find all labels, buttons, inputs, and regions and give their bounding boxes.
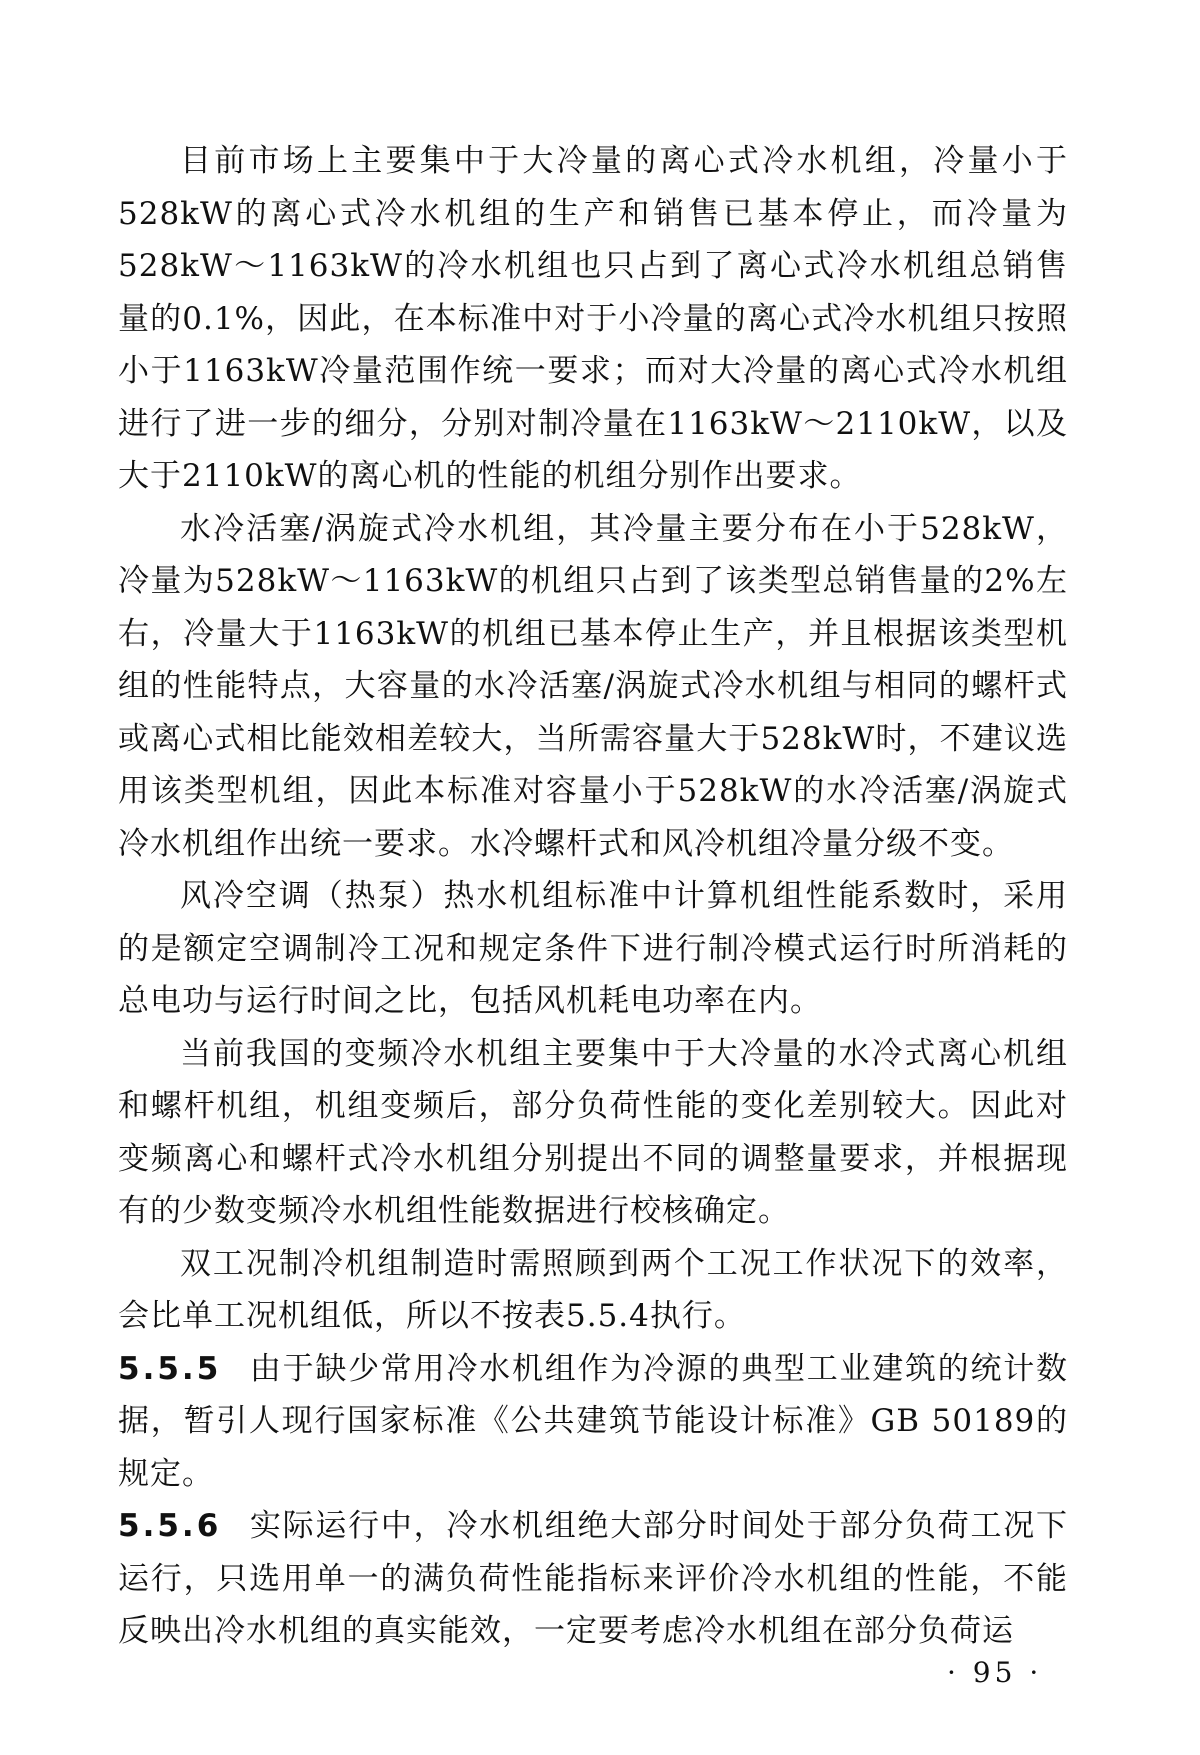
page-number: · 95 · [947,1656,1043,1689]
clause-number: 5.5.6 [118,1508,222,1544]
paragraph-variable-frequency-chillers: 当前我国的变频冷水机组主要集中于大冷量的水冷式离心机组和螺杆机组，机组变频后，部分负荷性能的变化差别较大。因此对变频离心和螺杆式冷水机组分别提出不同的调整量要求，并根据现有的少数变频冷水机组性能数据进行校核确定。 [118,1035,1068,1229]
clause-number: 5.5.5 [118,1350,222,1387]
body-text [118,135,1068,1658]
paragraph-centrifugal-chillers: 目前市场上主要集中于大冷量的离心式冷水机组，冷量小于528kW的离心式冷水机组的生产和销售已基本停止，而冷量为528kW～1163kW的冷水机组也只占到了离心式冷水机组总销售量的0.1%，因此，在本标准中对于小冷量的离心式冷水机组只按照小于1163kW冷量范围作统一要求；而对大冷量的离心式冷水机组进行了进一步的细分，分别对制冷量在1163kW～2110kW，以及大于2110kW的离心机的性能的机组分别作出要求。 [118,143,1068,494]
paragraph-air-cooled-heat-pump: 风冷空调（热泵）热水机组标准中计算机组性能系数时，采用的是额定空调制冷工况和规定条件下进行制冷模式运行时所消耗的总电功与运行时间之比，包括风机耗电功率在内。 [118,878,1068,1019]
paragraph-piston-scroll-chillers: 水冷活塞/涡旋式冷水机组，其冷量主要分布在小于528kW，冷量为528kW～1163kW的机组只占到了该类型总销售量的2%左右，冷量大于1163kW的机组已基本停止生产，并且根据该类型机组的性能特点，大容量的水冷活塞/涡旋式冷水机组与相同的螺杆式或离心式相比能效相差较大，当所需容量大于528kW时，不建议选用该类型机组，因此本标准对容量小于528kW的水冷活塞/涡旋式冷水机组作出统一要求。水冷螺杆式和风冷机组冷量分级不变。 [118,510,1068,862]
clause-text: 由于缺少常用冷水机组作为冷源的典型工业建筑的统计数据，暂引人现行国家标准《公共建筑节能设计标准》GB 50189的规定。 [118,1350,1068,1492]
paragraph-dual-condition-units: 双工况制冷机组制造时需照顾到两个工况工作状况下的效率，会比单工况机组低，所以不按表5.5.4执行。 [118,1245,1068,1334]
clause-text: 实际运行中，冷水机组绝大部分时间处于部分负荷工况下运行，只选用单一的满负荷性能指标来评价冷水机组的性能，不能反映出冷水机组的真实能效，一定要考虑冷水机组在部分负荷运 [118,1508,1068,1649]
clause-5-5-5 [118,1343,1068,1501]
clause-5-5-6 [118,1500,1068,1658]
